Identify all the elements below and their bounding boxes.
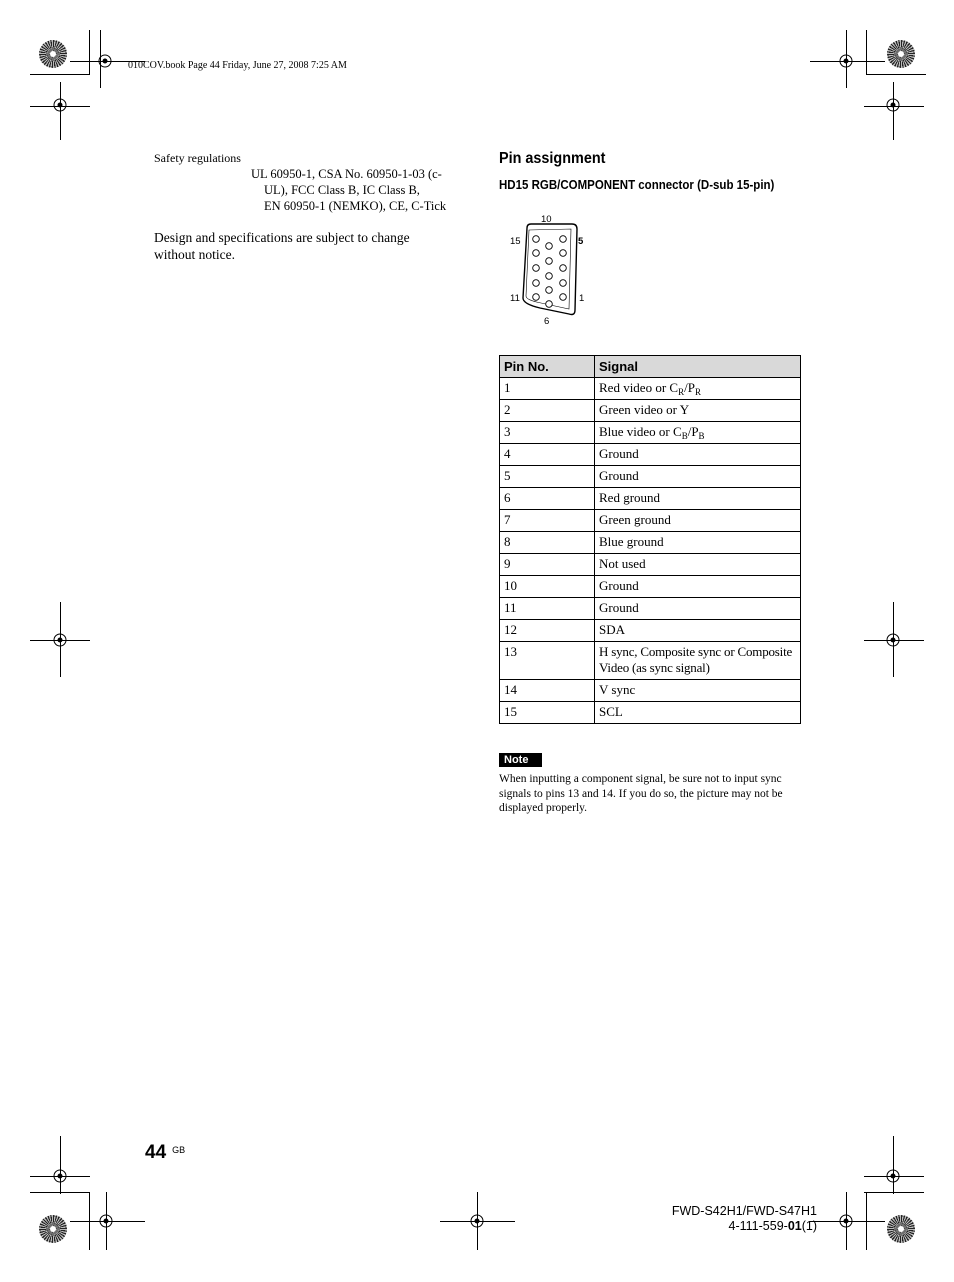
pin-cell: 6: [500, 488, 595, 510]
signal-text: Blue video or C: [599, 424, 682, 439]
safety-standards: [251, 166, 446, 214]
table-row: [500, 422, 801, 444]
pin-cell: 7: [500, 510, 595, 532]
pin-label-6: 6: [544, 316, 550, 327]
safety-line: UL), FCC Class B, IC Class B,: [264, 183, 420, 197]
pin-cell: 12: [500, 620, 595, 642]
pin-cell: 8: [500, 532, 595, 554]
table-row: [500, 554, 801, 576]
signal-cell: Not used: [595, 554, 801, 576]
pin-cell: 3: [500, 422, 595, 444]
signal-text: /P: [684, 380, 695, 395]
pin-label-5: 5: [578, 236, 584, 247]
signal-cell: H sync, Composite sync or Composite Video (as sync signal): [595, 642, 801, 680]
model-number: FWD-S42H1/FWD-S47H1: [671, 1204, 817, 1218]
column-header-signal: Signal: [595, 356, 801, 378]
signal-text: Red video or C: [599, 380, 679, 395]
signal-cell: Green video or Y: [595, 400, 801, 422]
part-code-suffix: (1): [801, 1219, 817, 1233]
note-line: displayed properly.: [499, 802, 588, 814]
signal-cell: V sync: [595, 680, 801, 702]
table-row: [500, 510, 801, 532]
table-row: [500, 642, 801, 680]
signal-cell: SCL: [595, 702, 801, 724]
dsub15-connector-diagram: [505, 210, 605, 330]
signal-cell: Ground: [595, 466, 801, 488]
section-title: Pin assignment: [499, 150, 606, 167]
signal-subscript: R: [694, 387, 701, 397]
table-row: [500, 620, 801, 642]
pin-cell: 10: [500, 576, 595, 598]
pin-assignment-table: [499, 355, 801, 724]
part-code-prefix: 4-111-559-: [728, 1219, 788, 1233]
pin-label-10: 10: [541, 214, 552, 225]
notice-line: Design and specifications are subject to change: [154, 230, 410, 245]
note-line: signals to pins 13 and 14. If you do so, the picture may not be: [499, 787, 783, 800]
page-number-value: 44: [145, 1142, 167, 1163]
pin-cell: 13: [500, 642, 595, 680]
signal-cell: Red ground: [595, 488, 801, 510]
signal-text: /P: [687, 424, 699, 439]
note-badge: Note: [499, 753, 542, 767]
table-header-row: [500, 356, 801, 378]
signal-subscript: B: [681, 431, 688, 441]
pin-cell: 14: [500, 680, 595, 702]
pin-cell: 4: [500, 444, 595, 466]
signal-subscript: B: [698, 431, 705, 441]
page-suffix: GB: [172, 1145, 186, 1155]
signal-cell: [595, 422, 801, 444]
note-text: [499, 772, 804, 816]
table-row: [500, 576, 801, 598]
pin-cell: 1: [500, 378, 595, 400]
part-code: [672, 1219, 817, 1234]
table-row: [500, 466, 801, 488]
pin-label-11: 11: [510, 293, 520, 304]
notice-line: without notice.: [154, 247, 235, 262]
page-number: [145, 1142, 185, 1164]
spec-notice: [154, 229, 410, 263]
table-row: [500, 680, 801, 702]
table-row: [500, 532, 801, 554]
pin-label-1: 1: [579, 293, 585, 304]
table-row: [500, 444, 801, 466]
table-row: [500, 488, 801, 510]
signal-cell: SDA: [595, 620, 801, 642]
pin-cell: 2: [500, 400, 595, 422]
signal-subscript: R: [678, 387, 685, 397]
safety-line: EN 60950-1 (NEMKO), CE, C-Tick: [264, 199, 447, 213]
signal-cell: Ground: [595, 598, 801, 620]
signal-cell: [595, 378, 801, 400]
table-row: [500, 702, 801, 724]
pin-cell: 11: [500, 598, 595, 620]
safety-line: UL 60950-1, CSA No. 60950-1-03 (c-: [251, 167, 442, 181]
signal-cell: Green ground: [595, 510, 801, 532]
signal-cell: Ground: [595, 576, 801, 598]
safety-label: Safety regulations: [154, 151, 241, 165]
book-header: 010COV.book Page 44 Friday, June 27, 2008 7:25 AM: [128, 60, 347, 71]
signal-cell: Ground: [595, 444, 801, 466]
table-row: [500, 378, 801, 400]
pin-label-15: 15: [510, 236, 521, 247]
signal-cell: Blue ground: [595, 532, 801, 554]
connector-title: HD15 RGB/COMPONENT connector (D-sub 15-pin): [499, 178, 775, 192]
part-code-bold: 01: [787, 1219, 802, 1233]
column-header-pin: Pin No.: [500, 356, 595, 378]
note-line: When inputting a component signal, be sure not to input sync: [499, 773, 782, 785]
table-row: [500, 598, 801, 620]
pin-cell: 5: [500, 466, 595, 488]
pin-cell: 9: [500, 554, 595, 576]
footer-model-info: [672, 1204, 817, 1234]
table-row: [500, 400, 801, 422]
pin-cell: 15: [500, 702, 595, 724]
